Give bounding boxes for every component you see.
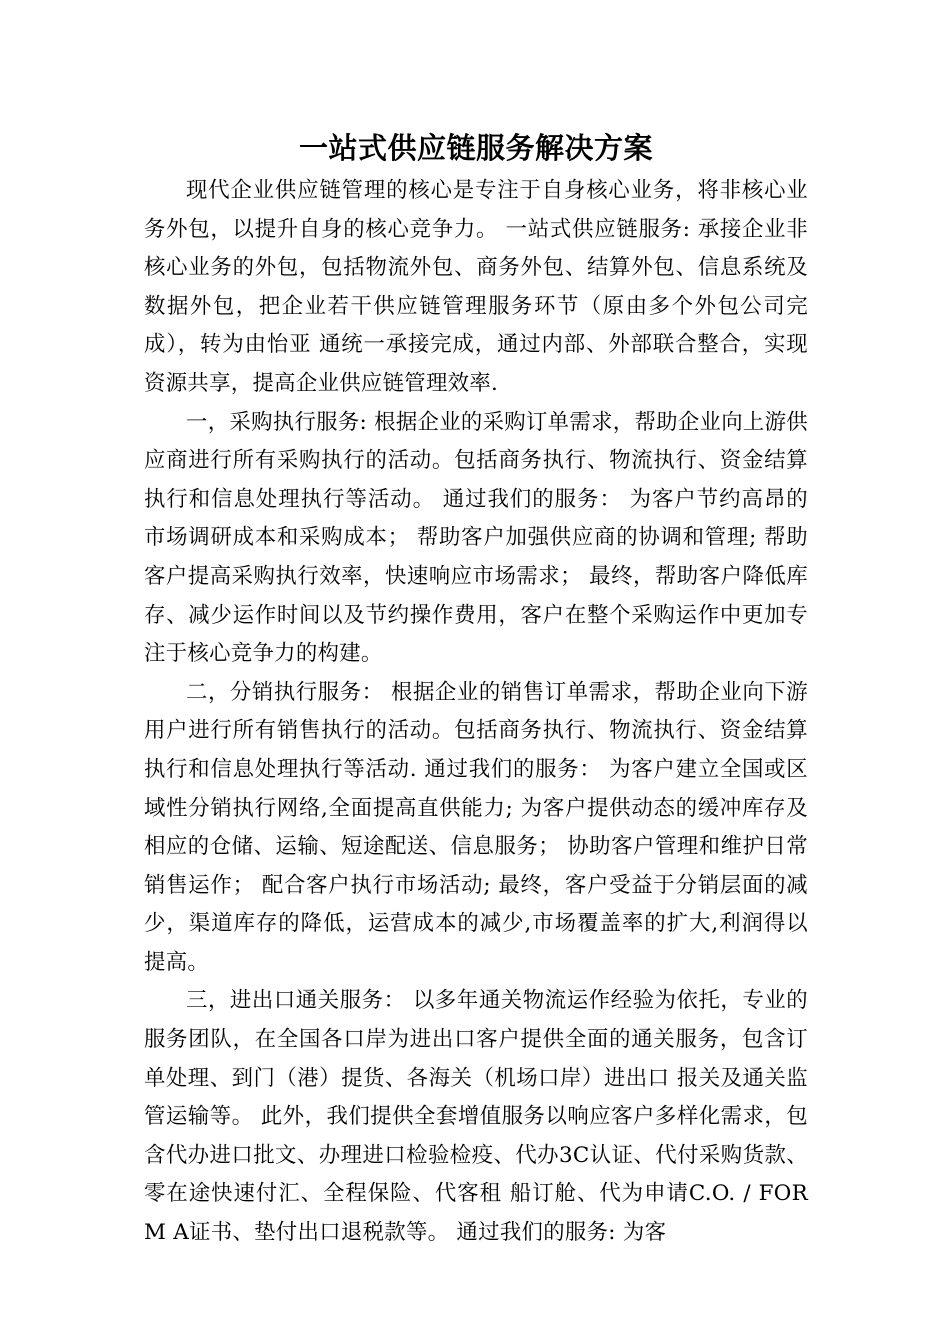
paragraph-procurement-service: 一，采购执行服务: 根据企业的采购订单需求，帮助企业向上游供应商进行所有采购执行的活动。包括商务执行、物流执行、资金结算执行和信息处理执行等活动。 通过我们的服务： 为客户节约高昂的市场调研成本和采购成本； 帮助客户加强供应商的协调和管理; 帮助客户提高采购执行效率，快速响应市场需求； 最终，帮助客户降低库存、减少运作时间以及节约操作费用，客户在整个采购运作中更加专注于核心竞争力的构建。: [144, 409, 808, 667]
document-page: [144, 124, 808, 1253]
document-title: 一站式供应链服务解决方案: [298, 131, 653, 165]
paragraph-customs-service: 三，进出口通关服务： 以多年通关物流运作经验为依托，专业的服务团队，在全国各口岸为进出口客户提供全面的通关服务，包含订单处理、到门（港）提货、各海关（机场口岸）进出口 报关及通关监管运输等。 此外，我们提供全套增值服务以响应客户多样化需求，包含代办进口批文、办理进口检验检疫、代办3C认证、代付采购货款、零在途快速付汇、全程保险、代客租 船订舱、代为申请C.O. / FORM A证书、垫付出口退税款等。 通过我们的服务: 为客: [144, 988, 808, 1246]
paragraph-distribution-service: 二，分销执行服务： 根据企业的销售订单需求，帮助企业向下游用户进行所有销售执行的活动。包括商务执行、物流执行、资金结算执行和信息处理执行等活动. 通过我们的服务： 为客户建立全国或区域性分销执行网络,全面提高直供能力; 为客户提供动态的缓冲库存及相应的仓储、运输、短途配送、信息服务； 协助客户管理和维护日常销售运作； 配合客户执行市场活动; 最终，客户受益于分销层面的减少，渠道库存的降低，运营成本的减少,市场覆盖率的扩大,利润得以提高。: [144, 679, 808, 975]
paragraph-intro: 现代企业供应链管理的核心是专注于自身核心业务，将非核心业务外包，以提升自身的核心竞争力。 一站式供应链服务: 承接企业非核心业务的外包，包括物流外包、商务外包、结算外包、信息系统及数据外包，把企业若干供应链管理服务环节（原由多个外包公司完成），转为由怡亚 通统一承接完成，通过内部、外部联合整合，实现资源共享，提高企业供应链管理效率.: [144, 178, 808, 396]
